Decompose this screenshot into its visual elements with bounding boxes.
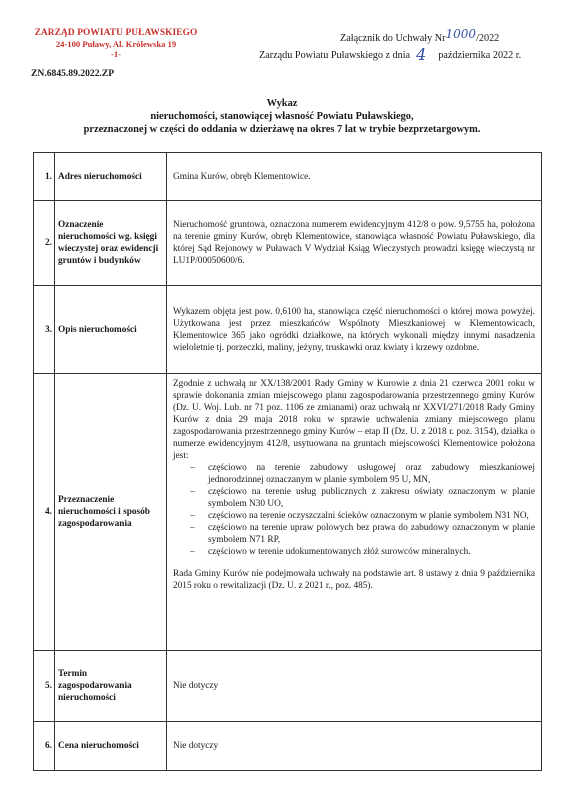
attachment-year: /2022 (476, 33, 500, 44)
list-item: – częściowo na terenie upraw polowych bez prawa do zabudowy oznaczonym w planie symbolem N71 RP, (190, 522, 535, 546)
handwritten-resolution-number: 1000 (445, 27, 477, 41)
table-row (34, 651, 542, 722)
row-value: Gmina Kurów, obręb Klementowice. (167, 153, 542, 201)
document-title: Wykaz (266, 98, 298, 109)
row-number: 6. (34, 722, 55, 771)
table-row (34, 153, 542, 201)
list-item: – częściowo w terenie udokumentowanych złóż surowców mineralnych. (190, 546, 535, 558)
row-label: Opis nieruchomości (55, 286, 167, 374)
table-row (34, 286, 542, 374)
stamp-line-1: ZARZĄD POWIATU PUŁAWSKIEGO (34, 28, 198, 38)
reference-number: ZN.6845.89.2022.ZP (31, 68, 115, 79)
document-subtitle-2: przeznaczonej w części do oddania w dzierżawę na okres 7 lat w trybie bezprzetargowym. (83, 124, 481, 135)
table-row (34, 374, 542, 651)
row-label: Adres nieruchomości (55, 153, 167, 201)
row-value: Nie dotyczy (167, 722, 542, 771)
row-number: 1. (34, 153, 55, 201)
row-value: Nieruchomość gruntowa, oznaczona numerem ewidencyjnym 412/8 o pow. 9,5755 ha, położona na terenie gminy Kurów, obręb Klementowice, stanowiąca własność Powiatu Puławskiego, dla której Sąd Rejonowy w Puławach V Wydział Ksiąg Wieczystych prowadzi księgę wieczystą nr LU1P/00050600/6. (167, 201, 542, 286)
zoning-intro: Zgodnie z uchwałą nr XX/138/2001 Rady Gminy w Kurowie z dnia 21 czerwca 2001 roku w sprawie dokonania zmian miejscowego planu zagospodarowania przestrzennego gminy Kurów (Dz. U. Woj. Lub. nr 71 poz. 1106 ze zmianami) oraz uchwałą nr XXVI/271/2018 Rady Gminy Kurów z dnia 29 maja 2018 roku w sprawie uchwalenia zmiany miejscowego planu zagospodarowania przestrzennego gminy Kurów – etap II (Dz. U. z 2018 r. poz. 3154), działka o numerze ewidencyjnym 412/8, usytuowana na gruntach miejscowości Klementowice położona jest: (173, 379, 535, 461)
row-number: 2. (34, 201, 55, 286)
zoning-list (173, 462, 535, 558)
attachment-line-2 (259, 43, 521, 62)
table-row (34, 201, 542, 286)
attachment-board: Zarządu Powiatu Puławskiego z dnia (259, 50, 411, 61)
row-label: Cena nieruchomości (55, 722, 167, 771)
office-stamp (22, 28, 210, 59)
stamp-line-3: -1- (110, 49, 122, 59)
row-number: 4. (34, 374, 55, 651)
row-value: Wykazem objęta jest pow. 0,6100 ha, stanowiąca część nieruchomości o której mowa powyżej. Użytkowana jest przez mieszkańców Wspólnoty Mieszkaniowej w Klementowicach, Klementowice 365 jako ogródki działkowe, na których wykonali między innymi nasadzenia wieloletnie tj. porzeczki, maliny, jeżyny, truskawki oraz kwiaty i krzewy ozdobne. (167, 286, 542, 374)
row-label: Oznaczenie nieruchomości wg. księgi wieczystej oraz ewidencji gruntów i budynków (55, 201, 167, 286)
document-subtitle-1: nieruchomości, stanowiącej własność Powiatu Puławskiego, (150, 111, 414, 122)
row-number: 3. (34, 286, 55, 374)
row-number: 5. (34, 651, 55, 722)
list-item: – częściowo na terenie usług publicznych z zakresu oświaty oznaczonym w planie symbolem N30 UO, (190, 486, 535, 510)
attachment-prefix: Załącznik do Uchwały Nr (340, 33, 446, 44)
handwritten-day: 4 (416, 45, 427, 64)
stamp-line-2: 24-100 Puławy, Al. Królewska 19 (55, 39, 177, 49)
revitalization-note: Rada Gminy Kurów nie podejmowała uchwały na podstawie art. 8 ustawy z dnia 9 października 2015 roku o rewitalizacji (Dz. U. z 2021 r., poz. 485). (173, 569, 535, 591)
list-item: – częściowo na terenie oczyszczalni ścieków oznaczonym w planie symbolem N31 NO, (190, 510, 535, 522)
attachment-line-1 (340, 27, 500, 44)
attachment-month-year: października 2022 r. (438, 50, 522, 61)
list-item: – częściowo na terenie zabudowy usługowej oraz zabudowy mieszkaniowej jednorodzinnej oznaczanym w planie symbolem 95 U, MN, (190, 462, 535, 486)
row-value (167, 374, 542, 651)
row-label: Termin zagospodarowania nieruchomości (55, 651, 167, 722)
table-row (34, 722, 542, 771)
row-label: Przeznaczenie nieruchomości i sposób zagospodarowania (55, 374, 167, 651)
row-value: Nie dotyczy (167, 651, 542, 722)
property-table (33, 152, 542, 771)
